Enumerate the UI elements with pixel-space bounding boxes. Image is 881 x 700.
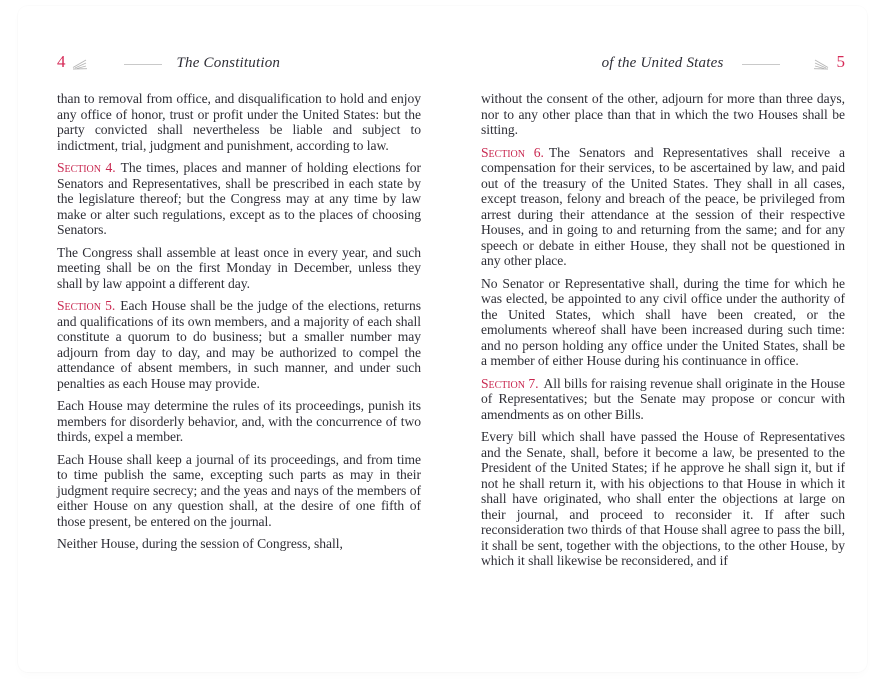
paragraph	[57, 91, 421, 153]
header-rule	[742, 64, 780, 65]
running-header-right	[481, 53, 845, 75]
paragraph	[57, 160, 421, 238]
paragraph-text: The Senators and Representatives shall receive a compensation for their services, to be ascertained by law, and paid out of the treasury of the United States. They shall in all cases, except treason, felony and breach of the peace, be privileged from arrest during their attendance at the session of their respective Houses, and in going to and returning from the same; and for any speech or debate in either House, they shall not be questioned in any other place.	[481, 144, 845, 268]
paragraph	[481, 145, 845, 269]
paragraph	[481, 276, 845, 369]
text-column-right	[481, 91, 845, 569]
paragraph	[57, 245, 421, 292]
page-right	[481, 53, 845, 569]
quill-ornament-icon	[72, 58, 88, 70]
paragraph-text: The Congress shall assemble at least once in every year, and such meeting shall be on the first Monday in December, unless they shall by law appoint a different day.	[57, 244, 421, 291]
section-label: Section 4.	[57, 160, 116, 175]
paragraph	[481, 91, 845, 138]
section-label: Section 6.	[481, 144, 544, 160]
paragraph	[57, 398, 421, 445]
running-header-left	[57, 53, 421, 75]
paragraph-text: All bills for raising revenue shall originate in the House of Representatives; but the Senate may propose or concur with amendments as on other Bills.	[481, 375, 845, 422]
paragraph	[57, 298, 421, 391]
paragraph-text: Every bill which shall have passed the House of Representatives and the Senate, shall, before it become a law, be presented to the President of the United States; if he approve he shall sign it, but if not he shall return it, with his objections to that House in which it shall have originated, who shall enter the objections at large on their journal, and proceed to reconsider it. If after such reconsideration two thirds of that House shall agree to pass the bill, it shall be sent, together with the objections, to the other House, by which it shall likewise be reconsidered, and if	[481, 429, 845, 568]
paragraph-text: than to removal from office, and disqualification to hold and enjoy any office of honor, trust or profit under the United States: but the party convicted shall nevertheless be liable and subject to indictment, trial, judgment and punishment, according to law.	[57, 91, 421, 153]
paragraph-text: The times, places and manner of holding elections for Senators and Representatives, shall be prescribed in each state by the legislature thereof; but the Congress may at any time by law make or alter such regulations, except as to the places of choosing Senators.	[57, 160, 421, 237]
two-column-layout	[57, 53, 845, 569]
running-title: of the United States	[601, 55, 724, 71]
paragraph-text: Neither House, during the session of Congress, shall,	[57, 536, 343, 551]
running-title: The Constitution	[176, 55, 281, 71]
paragraph-text: Each House shall keep a journal of its proceedings, and from time to time publish the same, excepting such parts as may in their judgment require secrecy; and the yeas and nays of the members of either House on any question shall, at the desire of one fifth of those present, be entered on the journal.	[57, 451, 421, 529]
paragraph	[481, 429, 845, 569]
header-rule	[124, 64, 162, 65]
text-column-left	[57, 91, 421, 552]
page-number: 5	[836, 52, 845, 71]
quill-ornament-icon	[813, 58, 829, 70]
page-number: 4	[57, 52, 66, 71]
paragraph	[57, 452, 421, 530]
paragraph-text: Each House shall be the judge of the elections, returns and qualifications of its own members, and a majority of each shall constitute a quorum to do business; but a smaller number may adjourn from day to day, and may be authorized to compel the attendance of absent members, in such manner, and under such penalties as each House may provide.	[57, 298, 421, 391]
page-left	[57, 53, 421, 569]
section-label: Section 7.	[481, 375, 539, 391]
paragraph-text: No Senator or Representative shall, during the time for which he was elected, be appointed to any civil office under the authority of the United States, which shall have been created, or the emoluments whereof shall have been increased during such time: and no person holding any office under the United States, shall be a member of either House during his continuance in office.	[481, 275, 845, 368]
paragraph-text: without the consent of the other, adjourn for more than three days, nor to any other place than that in which the two Houses shall be sitting.	[481, 91, 845, 137]
paragraph	[57, 536, 421, 552]
section-label: Section 5.	[57, 298, 116, 313]
paragraph-text: Each House may determine the rules of its proceedings, punish its members for disorderly behavior, and, with the concurrence of two thirds, expel a member.	[57, 398, 421, 444]
paragraph	[481, 376, 845, 423]
